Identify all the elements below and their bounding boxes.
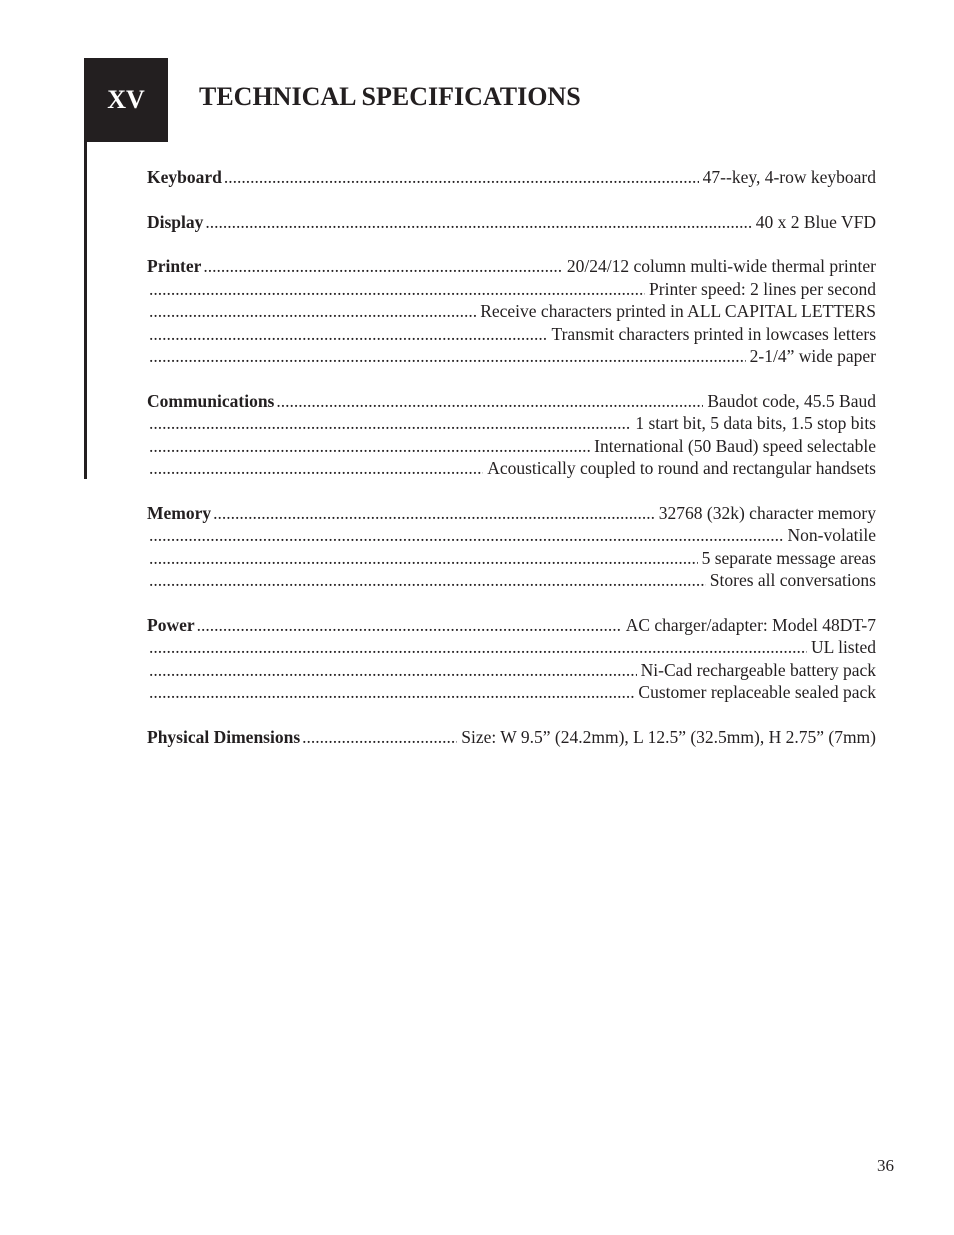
spec-line [147, 211, 876, 234]
spec-value: Stores all conversations [709, 570, 876, 590]
spec-section-memory [147, 502, 876, 592]
spec-value: Transmit characters printed in lowcases letters [551, 323, 876, 344]
spec-value: Printer speed: 2 lines per second [649, 278, 876, 299]
spec-value: Baudot code, 45.5 Baud [707, 390, 876, 411]
dot-leader [149, 323, 548, 346]
spec-value: UL listed [811, 637, 876, 657]
dot-leader [213, 502, 655, 525]
dot-leader [149, 435, 590, 458]
spec-label: Communications [147, 390, 275, 411]
spec-line [147, 457, 876, 480]
dot-leader [149, 547, 698, 570]
spec-value: Ni-Cad rechargeable battery pack [640, 659, 876, 680]
spec-line [147, 412, 876, 435]
spec-value: AC charger/adapter: Model 48DT-7 [625, 614, 876, 635]
chapter-number-box [84, 58, 168, 142]
spec-line [147, 726, 876, 749]
spec-line [147, 166, 876, 189]
spec-section-display [147, 211, 876, 234]
spec-value: Size: W 9.5” (24.2mm), L 12.5” (32.5mm), H 2.75” (7mm) [461, 726, 876, 747]
spec-label: Power [147, 614, 195, 635]
dot-leader [149, 636, 807, 659]
dot-leader [149, 278, 645, 301]
spec-value: Receive characters printed in ALL CAPITAL LETTERS [480, 301, 876, 321]
page-number: 36 [877, 1156, 894, 1175]
spec-section-printer [147, 255, 876, 368]
spec-line [147, 614, 876, 637]
spec-line [147, 636, 876, 659]
spec-line [147, 255, 876, 278]
spec-line [147, 569, 876, 592]
spec-label: Physical Dimensions [147, 726, 301, 747]
spec-value: Non-volatile [787, 525, 876, 545]
spec-line [147, 323, 876, 346]
dot-leader [205, 211, 751, 234]
dot-leader [149, 457, 483, 480]
spec-section-keyboard [147, 166, 876, 189]
spec-line [147, 435, 876, 458]
dot-leader [149, 524, 784, 547]
spec-value: 40 x 2 Blue VFD [755, 211, 876, 232]
spec-value: Customer replaceable sealed pack [638, 682, 876, 702]
dot-leader [149, 659, 637, 682]
dot-leader [302, 726, 457, 749]
spec-section-physical-dimensions [147, 726, 876, 749]
spec-line [147, 502, 876, 525]
spec-label: Printer [147, 256, 202, 276]
dot-leader [276, 390, 703, 413]
spec-line [147, 524, 876, 547]
spec-value: 5 separate message areas [701, 547, 876, 568]
spec-line [147, 681, 876, 704]
dot-leader [149, 569, 706, 592]
spec-line [147, 547, 876, 570]
spec-value: 1 start bit, 5 data bits, 1.5 stop bits [635, 413, 876, 433]
spec-value: Acoustically coupled to round and rectangular handsets [487, 458, 876, 478]
dot-leader [224, 166, 699, 189]
spec-section-power [147, 614, 876, 704]
dot-leader [149, 300, 476, 323]
spec-label: Memory [147, 502, 212, 523]
dot-leader [149, 681, 634, 704]
spec-line [147, 345, 876, 368]
side-rule [84, 140, 87, 479]
dot-leader [149, 345, 746, 368]
spec-value: 47--key, 4-row keyboard [702, 167, 876, 187]
dot-leader [197, 614, 622, 637]
spec-value: 32768 (32k) character memory [658, 502, 876, 523]
spec-section-communications [147, 390, 876, 480]
spec-value: 20/24/12 column multi-wide thermal printer [566, 256, 876, 276]
dot-leader [203, 255, 562, 278]
spec-line [147, 390, 876, 413]
page-title: TECHNICAL SPECIFICATIONS [199, 82, 581, 111]
spec-label: Keyboard [147, 167, 222, 187]
spec-line [147, 300, 876, 323]
spec-value: 2-1/4” wide paper [749, 346, 876, 366]
specifications-list [147, 166, 876, 770]
chapter-number: XV [107, 85, 145, 114]
spec-label: Display [147, 211, 204, 232]
spec-line [147, 659, 876, 682]
spec-value: International (50 Baud) speed selectable [594, 435, 876, 456]
dot-leader [149, 412, 631, 435]
spec-line [147, 278, 876, 301]
